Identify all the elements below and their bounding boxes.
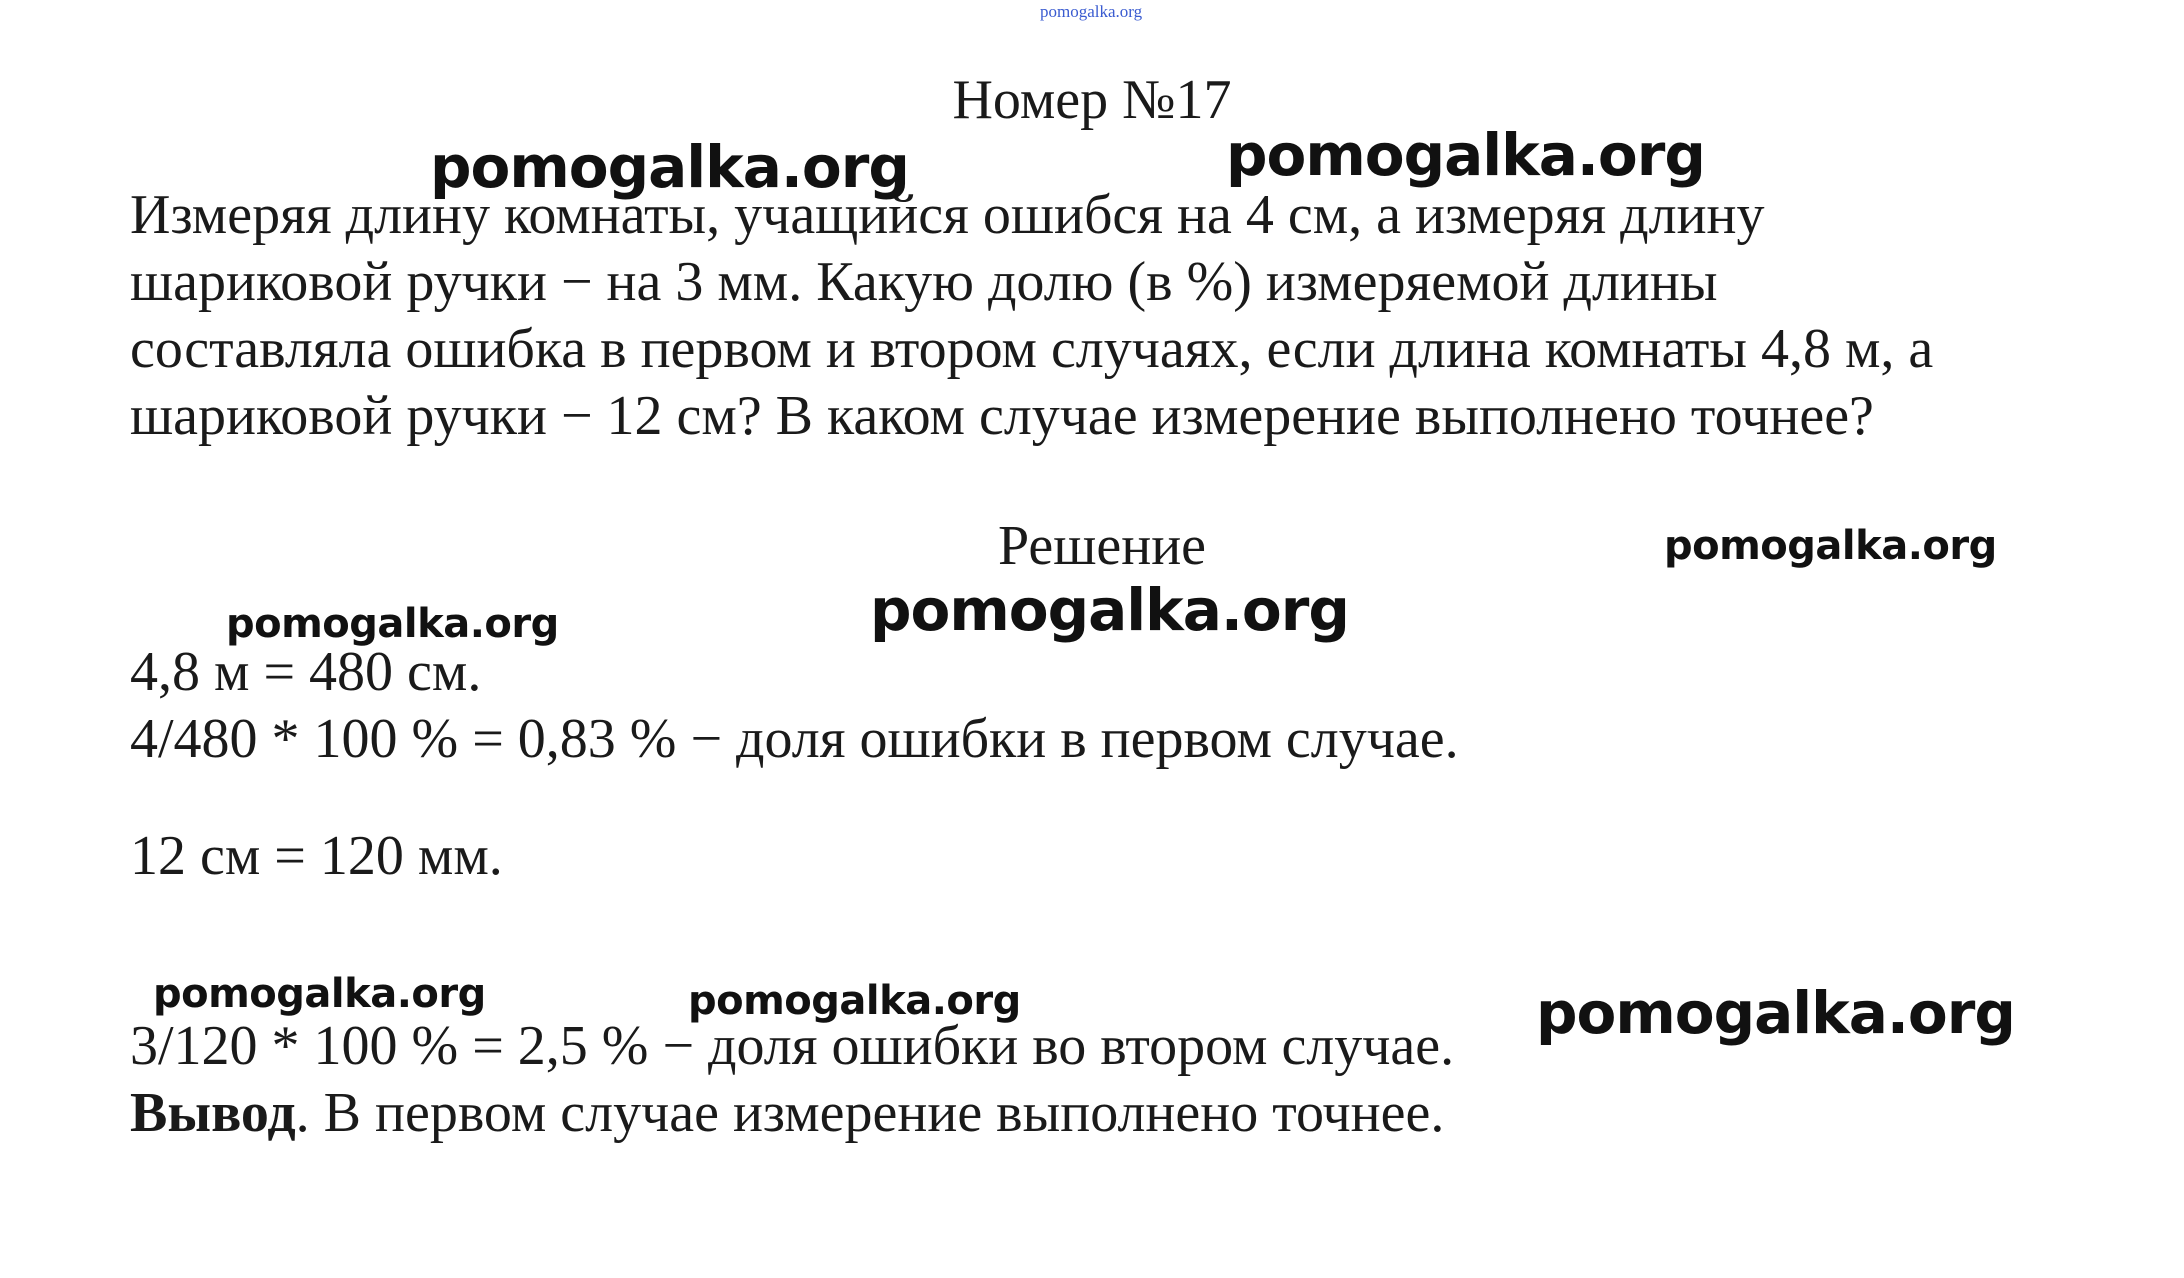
watermark: pomogalka.org	[688, 978, 1021, 1024]
watermark: pomogalka.org	[1664, 523, 1997, 569]
conclusion-label: Вывод	[130, 1082, 296, 1144]
solution-conclusion	[130, 1079, 1444, 1147]
watermark: pomogalka.org	[153, 971, 486, 1017]
watermark: pomogalka.org	[430, 133, 909, 201]
solution-step-1: 4,8 м = 480 см.	[130, 641, 482, 703]
watermark-top: pomogalka.org	[1040, 2, 1143, 21]
problem-statement	[130, 182, 2150, 450]
problem-line: шариковой ручки − 12 см? В каком случае измерение выполнено точнее?	[130, 385, 1874, 447]
solution-heading: Решение	[998, 515, 1207, 577]
problem-line: шариковой ручки − на 3 мм. Какую долю (в %) измеряемой длины	[130, 251, 1718, 313]
solution-step-3: 12 см = 120 мм.	[130, 825, 503, 887]
page-title: Номер №17	[952, 69, 1232, 131]
problem-line: составляла ошибка в первом и втором случаях, если длина комнаты 4,8 м, а	[130, 318, 1934, 380]
conclusion-text: . В первом случае измерение выполнено точнее.	[295, 1082, 1445, 1144]
watermark: pomogalka.org	[226, 601, 559, 647]
watermark: pomogalka.org	[1226, 121, 1705, 189]
problem-line: Измеряя длину комнаты, учащийся ошибся на 4 см, а измеряя длину	[130, 184, 1765, 246]
solution-step-4: 3/120 * 100 % = 2,5 % − доля ошибки во втором случае.	[130, 1015, 1455, 1077]
watermark: pomogalka.org	[1536, 979, 2015, 1047]
solution-step-2: 4/480 * 100 % = 0,83 % − доля ошибки в первом случае.	[130, 708, 1459, 770]
watermark: pomogalka.org	[870, 576, 1349, 644]
